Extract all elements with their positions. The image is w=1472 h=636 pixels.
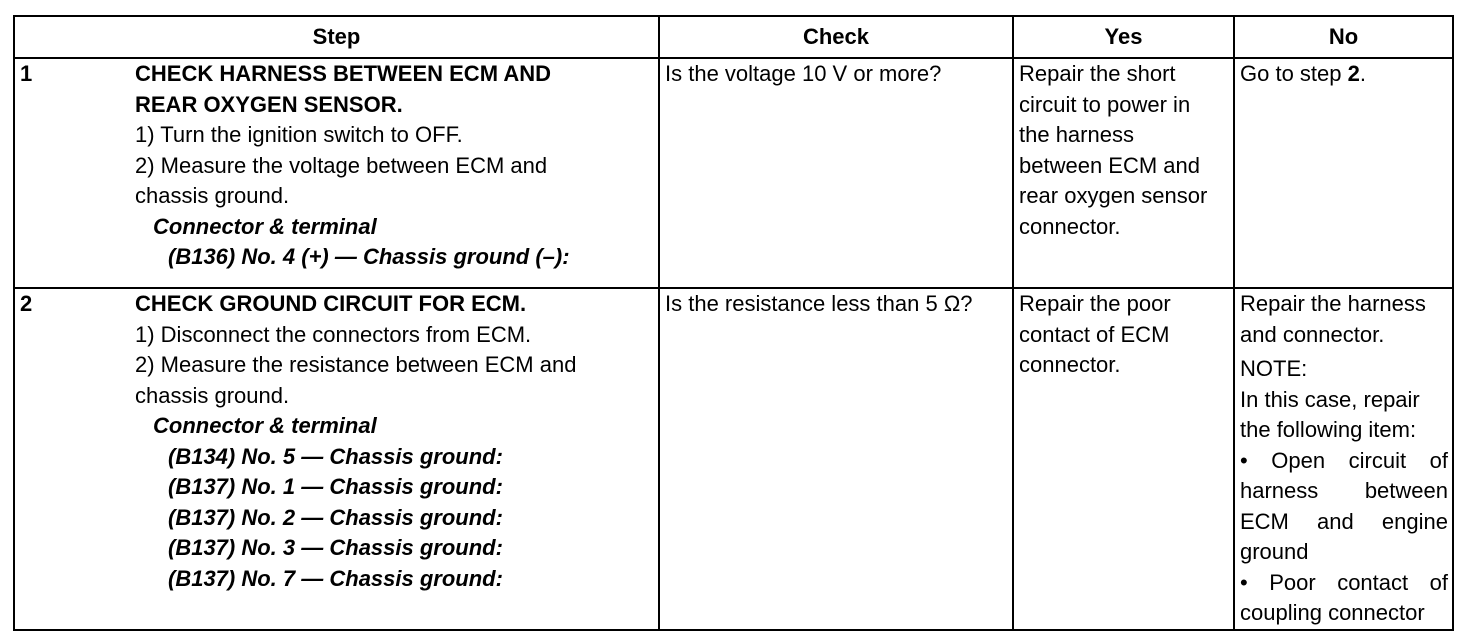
bullet-text-line: • Open circuit of bbox=[1240, 447, 1448, 473]
yes-cell bbox=[1013, 58, 1234, 288]
step-title: CHECK HARNESS BETWEEN ECM AND bbox=[135, 61, 551, 86]
step-instruction: 2) Measure the voltage between ECM and bbox=[135, 152, 548, 178]
step-title: CHECK GROUND CIRCUIT FOR ECM. bbox=[135, 291, 527, 316]
header-yes: Yes bbox=[1013, 16, 1234, 58]
bullet-text-line: • Poor contact of bbox=[1240, 569, 1448, 595]
bullet-text-line: coupling connector bbox=[1240, 600, 1425, 625]
yes-text-line: circuit to power in bbox=[1019, 91, 1191, 117]
check-text: Is the voltage 10 V or more? bbox=[665, 61, 942, 86]
step-body bbox=[135, 59, 655, 273]
check-text: Is the resistance less than 5 Ω? bbox=[665, 291, 973, 316]
no-text-line: and connector. bbox=[1240, 321, 1385, 347]
yes-text-line: Repair the poor bbox=[1019, 291, 1171, 316]
note-label: NOTE: bbox=[1240, 356, 1308, 381]
header-no: No bbox=[1234, 16, 1453, 58]
no-text-prefix: Go to step bbox=[1240, 61, 1348, 86]
header-step: Step bbox=[14, 16, 659, 58]
yes-text-line: rear oxygen sensor bbox=[1019, 183, 1208, 208]
yes-text-line: the harness bbox=[1019, 122, 1134, 147]
bullet-text-line: harness between bbox=[1240, 478, 1448, 503]
step-instruction: chassis ground. bbox=[135, 183, 290, 208]
terminal-spec: (B137) No. 7 — Chassis ground: bbox=[168, 565, 503, 591]
header-row bbox=[14, 16, 1453, 58]
bullet-text-line: ECM and engine bbox=[1240, 508, 1448, 534]
check-cell bbox=[659, 58, 1013, 288]
yes-text-line: connector. bbox=[1019, 352, 1121, 377]
yes-cell bbox=[1013, 288, 1234, 630]
bullet-text-line: ground bbox=[1240, 539, 1309, 564]
step-instruction: 1) Disconnect the connectors from ECM. bbox=[135, 321, 532, 347]
step-cell bbox=[14, 58, 659, 288]
no-cell bbox=[1234, 58, 1453, 288]
check-cell bbox=[659, 288, 1013, 630]
terminal-spec: (B136) No. 4 (+) — Chassis ground (–): bbox=[168, 244, 570, 269]
yes-text-line: connector. bbox=[1019, 213, 1121, 239]
step-instruction: chassis ground. bbox=[135, 382, 290, 408]
table-row bbox=[14, 288, 1453, 630]
terminal-spec: (B134) No. 5 — Chassis ground: bbox=[168, 443, 503, 469]
step-cell bbox=[14, 288, 659, 630]
no-step-ref: 2 bbox=[1347, 61, 1360, 86]
note-text-line: the following item: bbox=[1240, 417, 1417, 442]
terminal-spec: (B137) No. 2 — Chassis ground: bbox=[168, 504, 503, 530]
no-text-suffix: . bbox=[1359, 61, 1366, 86]
connector-label: Connector & terminal bbox=[153, 213, 377, 239]
diagnostic-table bbox=[13, 15, 1454, 631]
yes-text-line: Repair the short bbox=[1019, 61, 1176, 86]
step-number: 1 bbox=[20, 61, 33, 86]
header-check: Check bbox=[659, 16, 1013, 58]
connector-label: Connector & terminal bbox=[153, 413, 377, 438]
no-cell bbox=[1234, 288, 1453, 630]
table-row bbox=[14, 58, 1453, 288]
yes-text-line: contact of ECM bbox=[1019, 321, 1170, 347]
terminal-spec: (B137) No. 1 — Chassis ground: bbox=[168, 474, 503, 499]
yes-text-line: between ECM and bbox=[1019, 152, 1200, 178]
step-number: 2 bbox=[20, 291, 33, 316]
step-body bbox=[135, 289, 655, 594]
step-instruction: 1) Turn the ignition switch to OFF. bbox=[135, 122, 463, 147]
no-text-line: Repair the harness bbox=[1240, 291, 1426, 316]
step-title: REAR OXYGEN SENSOR. bbox=[135, 91, 403, 117]
note-text-line: In this case, repair bbox=[1240, 386, 1420, 412]
step-instruction: 2) Measure the resistance between ECM and bbox=[135, 352, 577, 377]
terminal-spec: (B137) No. 3 — Chassis ground: bbox=[168, 535, 503, 560]
